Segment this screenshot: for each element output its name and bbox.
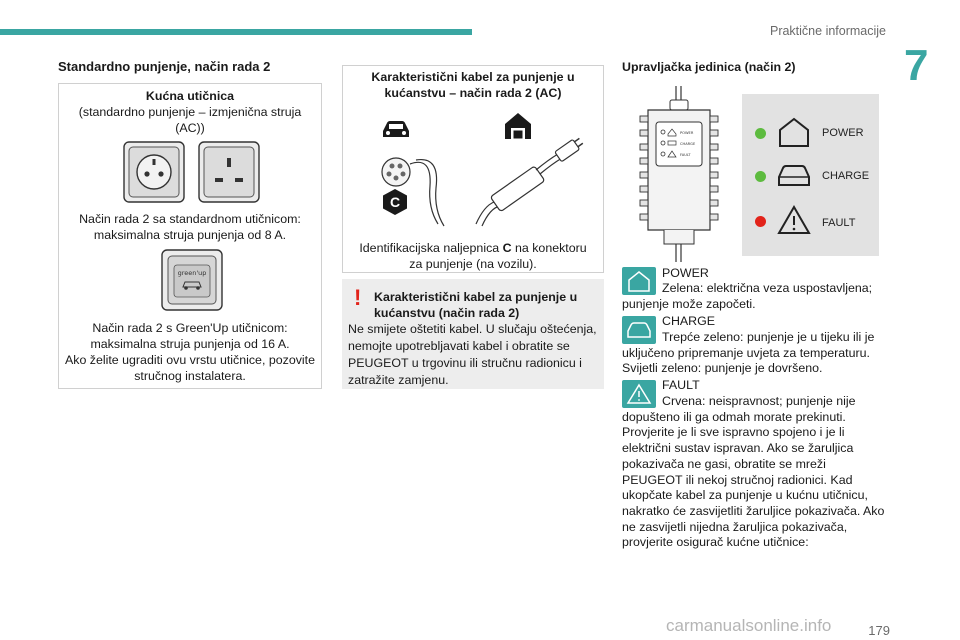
warning-title: Karakteristični kabel za punjenje u kućanstvu (način rada 2) <box>374 290 578 320</box>
caption-greenup-socket: Način rada 2 s Green'Up utičnicom: maksimalna struja punjenja od 16 A. <box>90 321 290 351</box>
led-status-panel <box>742 94 879 256</box>
socket-subtitle: (standardno punjenje – izmjenična struja (AC)) <box>78 105 302 135</box>
warning-box <box>342 279 604 389</box>
charge-led <box>755 171 766 182</box>
caption-standard-socket: Način rada 2 sa standardnom utičnicom: maksimalna struja punjenja od 8 A. <box>79 212 301 242</box>
greenup-socket-icon <box>161 249 223 311</box>
unit-power-label: POWER <box>680 131 694 135</box>
power-led <box>755 128 766 139</box>
control-unit-illustration <box>636 86 722 262</box>
label-c-badge <box>381 188 409 216</box>
cable-title: Karakteristični kabel za punjenje u kućanstvu – način rada 2 (AC) <box>371 70 575 100</box>
charge-led-label: CHARGE <box>822 170 870 182</box>
caption-installer: Ako želite ugraditi ovu vrstu utičnice, pozovite stručnog instalatera. <box>64 353 315 383</box>
header-rule <box>0 29 472 35</box>
unit-fault-label: FAULT <box>680 153 691 157</box>
power-led-label: POWER <box>822 127 864 139</box>
warning-body: Ne smijete oštetiti kabel. U slučaju oštećenja, nemojte upotrebljavati kabel i obratite se PEUGEOT u trgovinu ili stručnu radionicu i zatražite zamjenu. <box>348 322 597 387</box>
chapter-number: 7 <box>904 41 929 90</box>
uk-socket-icon <box>198 141 260 203</box>
fault-legend-title: FAULT <box>662 378 700 392</box>
charge-legend-title: CHARGE <box>662 314 716 328</box>
control-unit-title: Upravljačka jedinica (način 2) <box>622 60 796 74</box>
power-legend-title: POWER <box>662 266 709 280</box>
fault-legend-text: Crvena: neispravnost; punjenje nije dopušteno ili ga odmah morate prekinuti. Provjerite je li sve ispravno spojeno i je li električni sustav ispravan. Ako se žaruljica pokazivača ne gasi, obratite se mreži PEUGEOT ili nekoj stručnoj radionici. Kad ukopčate kabel za punjenje u kućnu utičnicu, nakratko će zasvijetliti žaruljice pokazivača. Ako ne zasvijetli nijedna žaruljica pokazivača, provjerite osigurač kućne utičnice: <box>622 394 885 550</box>
car-icon <box>776 162 812 188</box>
watermark: carmanualsonline.info <box>666 616 832 635</box>
fault-led <box>755 216 766 227</box>
greenup-logo-text: green'up <box>177 269 207 277</box>
house-icon <box>777 116 811 148</box>
running-header: Praktične informacije <box>769 24 886 38</box>
unit-charge-label: CHARGE <box>680 142 696 146</box>
cable-caption: Identifikacijska naljepnica C na konektoru za punjenje (na vozilu). <box>359 241 587 271</box>
warning-triangle-icon <box>777 204 811 236</box>
page-number: 179 <box>868 623 890 638</box>
warning-icon: ! <box>354 285 362 310</box>
socket-title: Kućna utičnica <box>145 89 235 103</box>
charge-legend-text: Trepće zeleno: punjenje je u tijeku ili je uključeno pripremanje uvjeta za temperaturu. Svijetli zeleno: punjenje je dovršeno. <box>622 330 875 376</box>
section-title: Standardno punjenje, način rada 2 <box>58 59 271 74</box>
power-legend-text: Zelena: električna veza uspostavljena; punjenje može započeti. <box>622 281 873 311</box>
fault-led-label: FAULT <box>822 217 856 229</box>
label-c-text: C <box>389 194 401 210</box>
french-socket-icon <box>123 141 185 203</box>
